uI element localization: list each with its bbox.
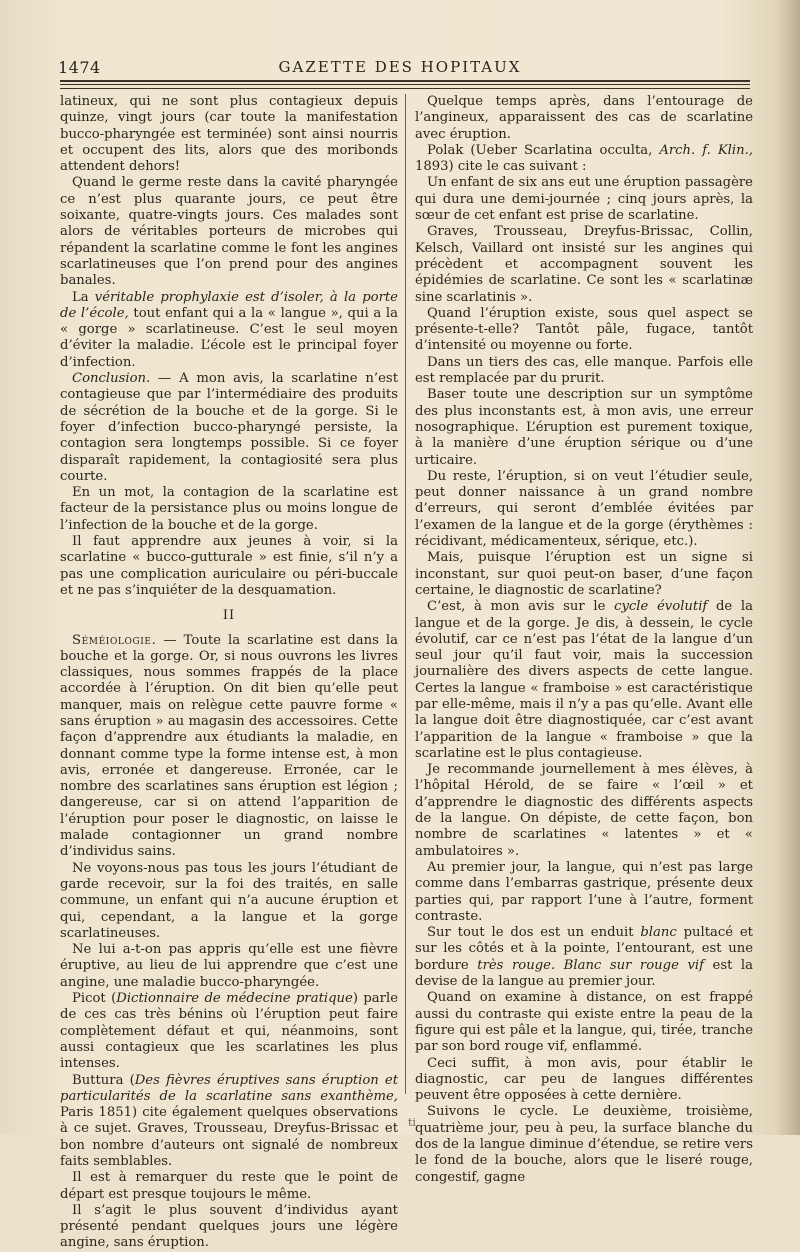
- paragraph: Du reste, l’éruption, si on veut l’étudier seule, peut donner naissance à un grand nombre d’erreurs, qui seront d’emblée évitées par l’examen de la langue et de la gorge (érythèmes : récidivant, médicamenteux, sérique, etc.).: [415, 468, 753, 550]
- footer-mark: ti: [408, 1116, 416, 1129]
- small-caps-text: Séméiologie.: [72, 632, 157, 648]
- paragraph: Baser toute une description sur un symptôme des plus inconstants est, à mon avis, une erreur nosographique. L’éruption est purement toxique, à la manière d’une éruption sérique ou d’une urticaire.: [415, 387, 753, 468]
- paragraph: [60, 371, 398, 485]
- header-rule: [60, 88, 750, 89]
- paragraph: Il faut apprendre aux jeunes à voir, si la scarlatine « bucco-gutturale » est finie, s’il n’y a pas une complication auriculaire ou péri-buccale et ne pas s’inquiéter de la desquamation.: [60, 534, 398, 598]
- text-run: Polak (Ueber Scarlatina occulta,: [427, 142, 660, 158]
- text-run: ) parle de ces cas très bénins où l’éruption peut faire complètement défaut et qui, néanmoins, sont aussi contagieux que les scarlatines les plus intenses.: [60, 991, 398, 1072]
- paragraph: Au premier jour, la langue, qui n’est pas large comme dans l’embarras gastrique, présente deux parties qui, par rapport l’une à l’autre, forment contraste.: [415, 859, 753, 924]
- paragraph: [415, 599, 753, 762]
- text-run: C’est, à mon avis sur le: [427, 599, 615, 615]
- italic-text: Arch. f. Klin.,: [659, 142, 753, 158]
- paragraph: Un enfant de six ans eut une éruption passagère qui dura une demi-journée ; cinq jours après, la sœur de cet enfant est prise de scarlatine.: [415, 175, 753, 224]
- paragraph: Ne lui a-t-on pas appris qu’elle est une fièvre éruptive, au lieu de lui apprendre que c’est une angine, une maladie bucco-pharyngée.: [60, 942, 398, 990]
- journal-title: GAZETTE DES HOPITAUX: [278, 58, 522, 76]
- left-column: [60, 94, 398, 1252]
- italic-text: Conclusion.: [72, 371, 151, 387]
- paragraph: Mais, puisque l’éruption est un signe si inconstant, sur quoi peut-on baser, d’une façon certaine, le diagnostic de scarlatine?: [415, 550, 753, 598]
- text-run: La: [72, 289, 95, 305]
- paragraph: Je recommande journellement à mes élèves, à l’hôpital Hérold, de se faire « l’œil » et d’apprendre le diagnostic des différents aspects de la langue. On dépiste, de cette façon, bon nombre de scarlatines « latentes » et « ambulatoires ».: [415, 762, 753, 859]
- text-run: 1893) cite le cas suivant :: [415, 159, 587, 175]
- paragraph: Ne voyons-nous pas tous les jours l’étudiant de garde recevoir, sur la foi des traités, en salle commune, un enfant qui n’a aucune éruption et qui, cependant, a la langue et la gorge scarlatineuses.: [60, 860, 398, 941]
- header-rule: [60, 80, 750, 82]
- italic-text: véritable prophylaxie est d’isoler, à la porte de l’école,: [60, 289, 398, 321]
- italic-text: cycle évolutif: [614, 599, 708, 615]
- paragraph: Il s’agit le plus souvent d’individus ayant présenté pendant quelques jours une légère angine, sans éruption.: [60, 1202, 398, 1251]
- paragraph: En un mot, la contagion de la scarlatine est facteur de la persistance plus ou moins longue de l’infection de la bouche et de la gorge.: [60, 485, 398, 533]
- column-divider: [405, 94, 406, 1094]
- text-run: est la devise de la langue au premier jour.: [415, 957, 754, 990]
- paragraph: Quand le germe reste dans la cavité pharyngée ce n’est plus quarante jours, ce peut être soixante, quatre-vingts jours. Ces malades sont alors de véritables porteurs de microbes qui répandent la scarlatine comme le font les angines scarlatineuses que l’on prend pour des angines banales.: [60, 175, 398, 289]
- paragraph: Il est à remarquer du reste que le point de départ est presque toujours le même.: [60, 1170, 398, 1202]
- paragraph: latineux, qui ne sont plus contagieux depuis quinze, vingt jours (car toute la manifestation bucco-pharyngée est terminée) sont ainsi nourris et occupent des lits, alors que des moribonds attendent dehors!: [60, 94, 398, 175]
- paragraph: [415, 925, 753, 990]
- text-run: de la langue et de la gorge. Je dis, à dessein, le cycle évolutif, car ce n’est pas l’état de la langue d’un seul jour qu’il faut voir, mais la succession journalière des divers aspects de cette langue. Certes la langue « framboise » est caractéristique par elle-même, mais il n’y a pas qu’elle. Avant elle la langue doit être diagnostiquée, car c’est avant l’apparition de la langue « framboise » que la scarlatine est le plus contagieuse.: [415, 599, 753, 761]
- italic-text: Des fièvres éruptives sans éruption et particularités de la scarlatine sans exanthème,: [60, 1072, 398, 1104]
- italic-text: très rouge. Blanc sur rouge vif: [477, 957, 704, 973]
- page-number: 1474: [58, 58, 101, 77]
- header-rule: [60, 84, 750, 85]
- paragraph: [60, 991, 398, 1072]
- text-run: — Toute la scarlatine est dans la bouche et la gorge. Or, si nous ouvrons les livres classiques, nous sommes frappés de la place accordée à l’éruption. On dit bien qu’elle peut manquer, mais on relègue cette pauvre forme « sans éruption » au magasin des accessoires. Cette façon d’apprendre aux étudiants la maladie, en donnant comme type la forme intense est, à mon avis, erronée et dangereuse. Erronée, car le nombre des scarlatines sans éruption est légion ; dangereuse, car si on attend l’apparition de l’éruption pour poser le diagnostic, on laisse le malade contagionner un grand nombre d’individus sains.: [60, 632, 398, 860]
- text-run: Sur tout le dos est un enduit: [427, 925, 641, 941]
- text-run: Buttura (: [72, 1072, 135, 1088]
- text-run: — A mon avis, la scarlatine n’est contagieuse que par l’intermédiaire des produits de sécrétion de la bouche et de la gorge. Si le foyer d’infection bucco-pharyngé persiste, la contagion sera longtemps possible. Si ce foyer disparaît rapidement, la contagiosité sera plus courte.: [60, 371, 398, 484]
- italic-text: Dictionnaire de médecine pratique: [116, 991, 353, 1007]
- paragraph: Quelque temps après, dans l’entourage de l’angineux, apparaissent des cas de scarlatine avec éruption.: [415, 94, 753, 142]
- paragraph: [60, 633, 398, 861]
- text-run: pultacé et sur les côtés et à la pointe, l’entourant, est une bordure: [415, 925, 753, 973]
- text-run: Paris 1851) cite également quelques observations à ce sujet. Graves, Trousseau, Dreyfus-Brissac et bon nombre d’auteurs ont signalé de nombreux faits semblables.: [60, 1105, 398, 1169]
- paragraph: Graves, Trousseau, Dreyfus-Brissac, Collin, Kelsch, Vaillard ont insisté sur les angines qui précèdent et accompagnent souvent les épidémies de scarlatine. Ce sont les « scarlatinæ sine scarlatinis ».: [415, 224, 753, 305]
- paragraph: Quand l’éruption existe, sous quel aspect se présente-t-elle? Tantôt pâle, fugace, tantôt d’intensité ou moyenne ou forte.: [415, 305, 753, 354]
- paragraph: [60, 1073, 398, 1171]
- italic-text: blanc: [640, 925, 677, 941]
- section-heading: II: [222, 608, 236, 624]
- paragraph: Dans un tiers des cas, elle manque. Parfois elle est remplacée par du prurit.: [415, 354, 753, 387]
- paragraph: [415, 143, 753, 176]
- paragraph: Quand on examine à distance, on est frappé aussi du contraste qui existe entre la peau de la figure qui est pâle et la langue, qui, tirée, tranche par son bord rouge vif, enflammé.: [415, 990, 753, 1055]
- text-run: Picot (: [72, 991, 117, 1007]
- paragraph: Ceci suffit, à mon avis, pour établir le diagnostic, car peu de langues différentes peuvent être opposées à cette dernière.: [415, 1055, 753, 1104]
- paragraph: [60, 290, 398, 371]
- right-column: [415, 94, 753, 1186]
- text-run: tout enfant qui a la « langue », qui a la « gorge » scarlatineuse. C’est le seul moyen d’éviter la maladie. L’école est le principal foyer d’infection.: [60, 305, 398, 370]
- paragraph: Suivons le cycle. Le deuxième, troisième, quatrième jour, peu à peu, la surface blanche du dos de la langue diminue d’étendue, se retire vers le fond de la bouche, alors que le liseré rouge, congestif, gagne: [415, 1104, 753, 1185]
